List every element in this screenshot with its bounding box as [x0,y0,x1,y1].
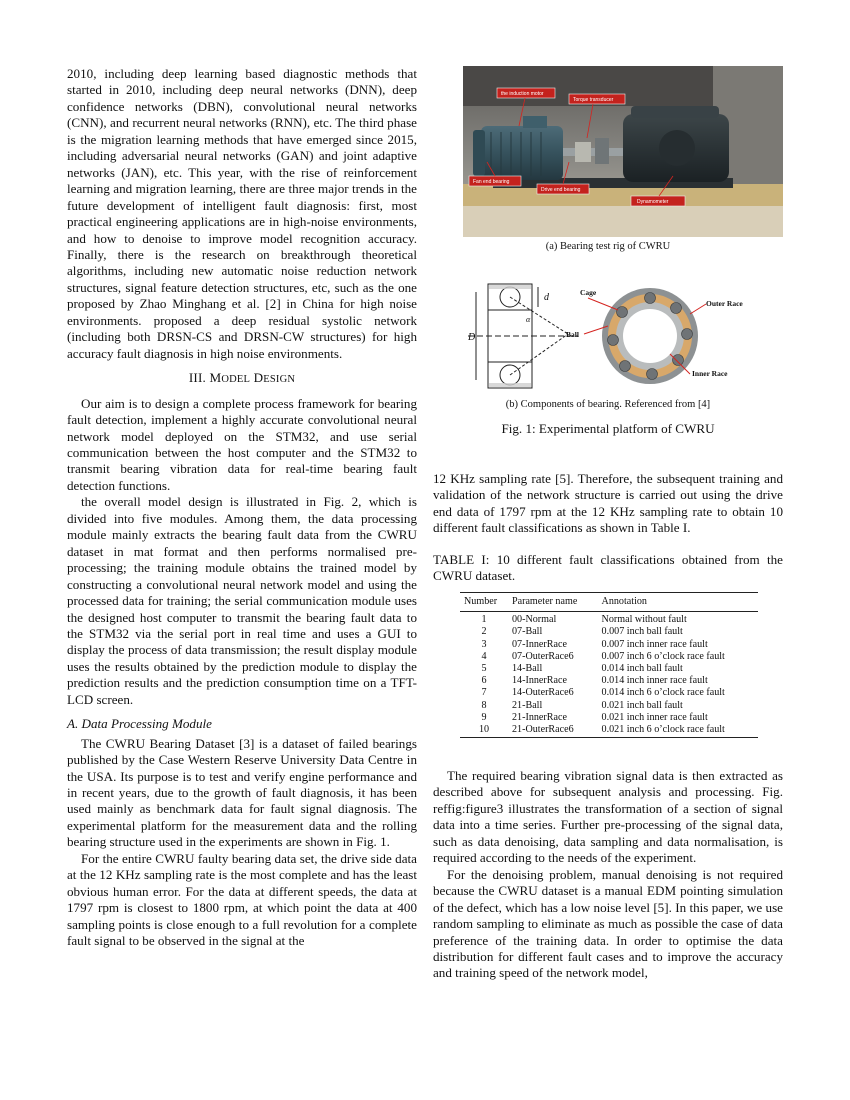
table-row: 8 21-Ball 0.021 inch ball fault [481,699,683,711]
photo-label-induction-motor: the induction motor [501,91,544,97]
table-row: 2 07-Ball 0.007 inch ball fault [481,626,683,638]
table-row: 9 21-InnerRace 0.021 inch inner race fault [481,711,708,723]
table-header-number: Number [460,593,508,612]
label-pitch-diameter-D: D [468,332,476,343]
paragraph-signal-extraction: The required bearing vibration signal data is then extracted as described above for subsequent analysis and processing. Fig. reffig:figure3 illustrates the transformation of a section of signal data into a time series. Further pre-processing of the signal data, such as data denoising, data sampling and data normalisation, is required according to the needs of the experiment. [433,768,783,866]
label-ball: Ball [566,330,579,339]
label-cage: Cage [580,288,597,297]
figure-caption-b: (b) Components of bearing. Referenced from [4] [505,399,711,410]
photo-label-torque-transducer: Torque transducer [573,97,614,103]
table-row: 7 14-OuterRace6 0.014 inch 6 o’clock race fault [481,687,725,699]
photo-label-fan-end-bearing: Fan end bearing [473,179,510,185]
section-heading-model-design: III. MODEL DESIGN [188,370,296,386]
paragraph-overall-design: the overall model design is illustrated in Fig. 2, which is divided into five modules. Among them, the data processing module mainly extracts the bearing fault data from the CWRU dataset in mat format and then performs normalised pre-processing; the training module obtains the trained model by constructing a convolutional neural network model and using the processed data for training; the serial communication module uses the designed host computer to transmit the bearing fault data to the STM32 via the serial port in real time and uses a GUI to display the process of data transmission; the result display module uses the results obtained by the prediction module to display the prediction results and the prediction consumption time on a TFT-LCD screen. [67,494,417,707]
label-outer-race: Outer Race [706,299,743,308]
paragraph-intro-continued: 2010, including deep learning based diagnostic methods that started in 2010, including deep neural networks (DNN), deep confidence networks (DBN), convolutional neural networks (CNN), and recurrent neural networks (RNN), etc. The third phase is the migration learning methods that have emerged since 2015, including adversarial neural networks (GAN) and joint adaptive networks (JAN), etc. This year, with the rise of reinforcement learning and migration learning, there are three major trends in the future development of intelligent fault diagnosis: first, most practical engineering applications are in high-noise environments, and how to denoise to improve model recognition accuracy. Finally, there is the research on breakthrough theoretical algorithms, including new automatic noise reduction network structures, signal feature detection structures, etc, such as the one proposed by Zhao Minghang et al. [2] in China for high noise environments. proposed a deep residual systolic network (including both DRSN-CS and DRSN-CW structures) for high accuracy fault diagnosis in high noise environments. [67,66,417,361]
label-inner-race: Inner Race [692,369,728,378]
table-row: 4 07-OuterRace6 0.007 inch 6 o’clock race fault [481,650,725,662]
bearing-test-rig-photo [463,66,783,237]
photo-label-dynamometer: Dynamometer [637,199,669,205]
label-ball-diameter-d: d [544,292,549,303]
subsection-heading-data-processing: A. Data Processing Module [67,716,212,732]
paragraph-cwru-dataset: The CWRU Bearing Dataset [3] is a dataset of failed bearings published by the Case Western Reserve University Data Centre in the USA. Its purpose is to test and verify engine performance and in recent years, due to the growth of fault diagnosis, it has been used mainly as benchmark data for fault signal diagnosis. The experimental platform for the measurement data and the rolling bearing structure used in the experiments are shown in Fig. 1. [67,735,417,850]
left-column [67,66,417,950]
paragraph-denoising: For the denoising problem, manual denoising is not required because the CWRU dataset is a manual EDM pointing simulation of the defect, which has a low noise level [5]. In this paper, we use random sampling to eliminate as much as possible the case of data preference of the training data. In order to optimise the data distribution for different fault cases and to improve the accuracy and training speed of the network model, [433,866,783,981]
figure-caption-a: (a) Bearing test rig of CWRU [545,241,671,252]
table-row: 6 14-InnerRace 0.014 inch inner race fault [481,675,708,687]
table-row: 10 21-OuterRace6 0.021 inch 6 o’clock race fault [460,724,758,738]
fault-classification-table [460,592,758,738]
table-row: 5 14-Ball 0.014 inch ball fault [481,663,683,675]
table-row: 3 07-InnerRace 0.007 inch inner race fault [481,638,708,650]
table-row: 1 00-Normal Normal without fault [481,614,687,626]
table-header-annotation: Annotation [598,593,758,612]
bearing-components-diagram [468,282,768,390]
photo-label-drive-end-bearing: Drive end bearing [541,187,581,193]
paragraph-sampling-continued: 12 KHz sampling rate [5]. Therefore, the subsequent training and validation of the network structure is carried out using the drive end data of 1797 rpm at the 12 KHz sampling rate to obtain 10 different fault classifications as shown in Table I. [433,471,783,536]
figure-1-caption: Fig. 1: Experimental platform of CWRU [501,421,715,436]
right-column-lower-text [433,768,783,982]
paragraph-sampling-rate: For the entire CWRU faulty bearing data set, the drive side data at the 12 KHz sampling rate is the most complete and has the least obvious human error. For the data at different speeds, the data at 1797 rpm is closest to 1800 rpm, at which point the data at 400 sampling points is close enough to a full revolution for a complete fault signal to be observed in the signal at the [67,850,417,949]
table-1-caption: TABLE I: 10 different fault classifications obtained from the CWRU dataset. [433,552,783,584]
paragraph-aim: Our aim is to design a complete process framework for bearing fault detection, implement a highly accurate convolutional neural network model deployed on the STM32, and use serial communication between the host computer and the STM32 to transmit bearing vibration data for real-time bearing fault detection functions. [67,395,417,493]
table-header-parameter-name: Parameter name [508,593,598,612]
table-header-row [460,593,758,612]
label-contact-angle-alpha: α [526,315,531,324]
